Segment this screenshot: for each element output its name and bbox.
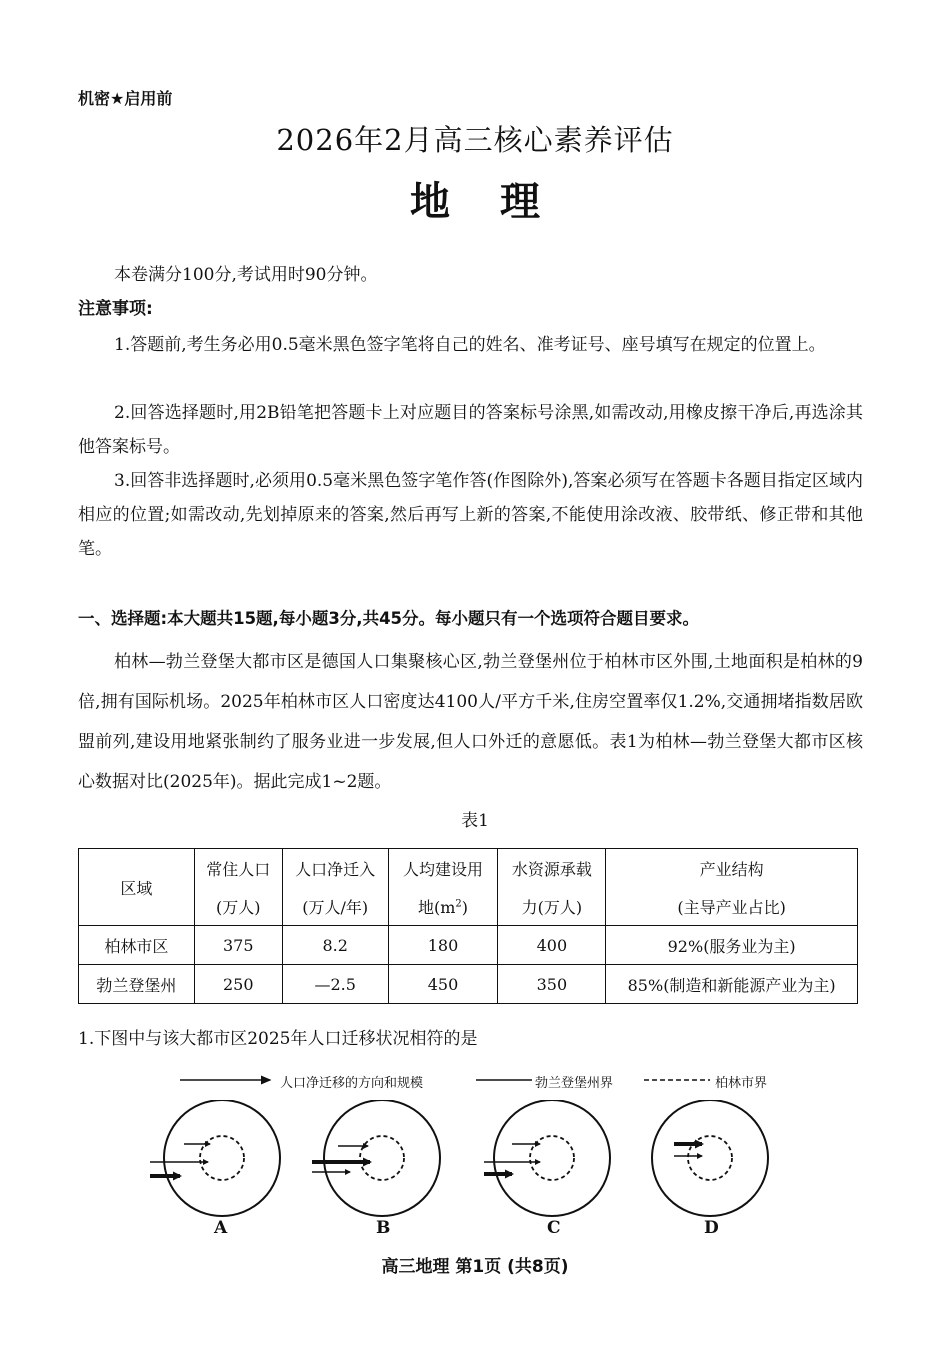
state-border-circle	[494, 1100, 610, 1216]
table-cell: 450	[388, 965, 498, 1004]
city-border-circle	[530, 1136, 574, 1180]
option-d-diagram	[652, 1100, 768, 1216]
data-table	[78, 848, 858, 1004]
table-cell: 400	[498, 926, 606, 965]
header-water-unit: 力(万人)	[498, 887, 606, 926]
city-border-circle	[200, 1136, 244, 1180]
score-line: 本卷满分100分,考试用时90分钟。	[114, 265, 378, 285]
table-cell: 375	[194, 926, 282, 965]
header-water-capacity: 水资源承载	[498, 849, 606, 888]
legend-city-label: 柏林市界	[715, 1076, 768, 1091]
option-diagrams	[140, 1100, 820, 1218]
header-population-unit: (万人)	[194, 887, 282, 926]
state-border-circle	[324, 1100, 440, 1216]
option-c-diagram	[484, 1100, 610, 1216]
header-region: 区域	[79, 849, 195, 926]
question-passage: 柏林—勃兰登堡大都市区是德国人口集聚核心区,勃兰登堡州位于柏林市区外围,土地面积是柏林的9倍,拥有国际机场。2025年柏林市区人口密度达4100人/平方千米,住房空置率仅1.2%,交通拥堵指数居欧盟前列,建设用地紧张制约了服务业进一步发展,但人口外迁的意愿低。表1为柏林—勃兰登堡大都市区核心数据对比(2025年)。据此完成1~2题。	[78, 652, 863, 792]
table-row	[79, 965, 858, 1004]
header-net-migration: 人口净迁入	[282, 849, 388, 888]
page-footer: 高三地理 第1页 (共8页)	[381, 1257, 569, 1277]
header-population: 常住人口	[194, 849, 282, 888]
confidential-label: 机密★启用前	[78, 89, 173, 108]
header-land-per-capita: 人均建设用	[388, 849, 498, 888]
table-cell: 250	[194, 965, 282, 1004]
table-caption: 表1	[461, 811, 489, 831]
table-cell: 180	[388, 926, 498, 965]
header-net-migration-unit: (万人/年)	[282, 887, 388, 926]
table-cell: 柏林市区	[79, 926, 195, 965]
section-heading: 一、选择题:本大题共15题,每小题3分,共45分。每小题只有一个选项符合题目要求。	[78, 609, 700, 628]
option-a-label: A	[214, 1218, 228, 1238]
table-cell: 350	[498, 965, 606, 1004]
exam-title: 2026年2月高三核心素养评估	[276, 123, 674, 157]
table-row	[79, 926, 858, 965]
legend-arrow-label: 人口净迁移的方向和规模	[280, 1076, 424, 1091]
legend-state-label: 勃兰登堡州界	[535, 1076, 614, 1091]
table-cell: 勃兰登堡州	[79, 965, 195, 1004]
notice-item-1: 1.答题前,考生务必用0.5毫米黑色签字笔将自己的姓名、准考证号、座号填写在规定的位置上。	[114, 335, 826, 355]
table-header-row	[79, 887, 858, 926]
table-cell: 92%(服务业为主)	[606, 926, 858, 965]
state-border-circle	[164, 1100, 280, 1216]
state-border-circle	[652, 1100, 768, 1216]
option-c-label: C	[547, 1218, 561, 1238]
option-b-diagram	[312, 1100, 440, 1216]
question-1-stem: 1.下图中与该大都市区2025年人口迁移状况相符的是	[78, 1029, 478, 1049]
notice-title: 注意事项:	[78, 299, 153, 319]
table-header-row	[79, 849, 858, 888]
city-border-circle	[360, 1136, 404, 1180]
table-cell: 85%(制造和新能源产业为主)	[606, 965, 858, 1004]
header-industry: 产业结构	[606, 849, 858, 888]
subject-title: 地理	[410, 179, 590, 225]
figure-legend	[170, 1068, 810, 1096]
table-cell: 8.2	[282, 926, 388, 965]
table-cell: —2.5	[282, 965, 388, 1004]
notice-item-3: 3.回答非选择题时,必须用0.5毫米黑色签字笔作答(作图除外),答案必须写在答题卡各题目指定区域内相应的位置;如需改动,先划掉原来的答案,然后再写上新的答案,不能使用涂改液、胶带纸、修正带和其他笔。	[78, 471, 863, 559]
option-a-diagram	[150, 1100, 280, 1216]
option-d-label: D	[704, 1218, 719, 1238]
option-b-label: B	[376, 1218, 391, 1238]
header-land-unit: 地$(m^2)$	[388, 887, 498, 926]
notice-item-2: 2.回答选择题时,用2B铅笔把答题卡上对应题目的答案标号涂黑,如需改动,用橡皮擦干净后,再选涂其他答案标号。	[78, 403, 863, 457]
header-industry-unit: (主导产业占比)	[606, 887, 858, 926]
